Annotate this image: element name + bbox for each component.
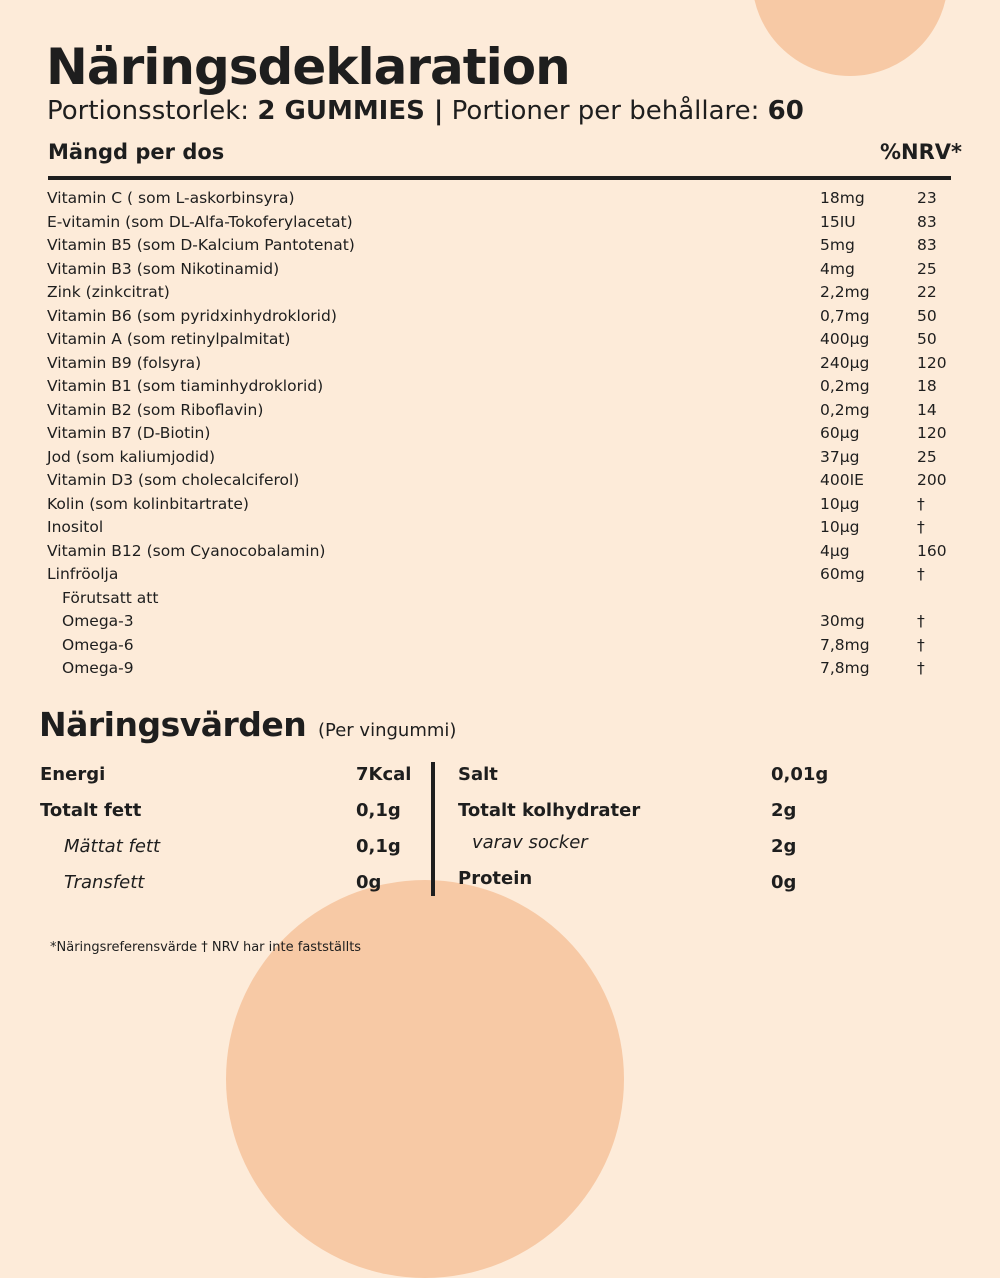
nutrient-amount: 0,2mg	[820, 400, 870, 419]
nutrient-name: Zink (zinkcitrat)	[47, 283, 170, 301]
nutrient-nrv: 25	[917, 259, 937, 278]
servings-per-container-label: Portioner per behållare:	[451, 96, 760, 126]
nutrient-table	[0, 189, 1000, 683]
nutrient-row	[0, 330, 1000, 354]
nutrient-amount: 5mg	[820, 236, 855, 254]
nutrient-amount: 4mg	[820, 259, 855, 278]
nutrient-nrv: †	[917, 494, 925, 513]
salt-value: 0,01g	[771, 764, 829, 785]
total-fat-label: Totalt fett	[40, 800, 142, 821]
nutrient-name: Förutsatt att	[62, 588, 159, 607]
decorative-circle-top	[752, 0, 948, 76]
nutrient-nrv: 23	[917, 189, 937, 207]
nutrient-name: Omega-6	[62, 635, 134, 654]
nutrient-row	[0, 565, 1000, 589]
nutrient-nrv: †	[917, 612, 925, 630]
footnote: *Näringsreferensvärde † NRV har inte fastställts	[50, 940, 362, 955]
nrv-header: %NRV*	[879, 140, 962, 164]
nutrient-amount: 0,2mg	[820, 377, 870, 395]
protein-label: Protein	[458, 868, 533, 889]
nutrient-nrv: 18	[917, 377, 937, 395]
nutrient-row	[0, 542, 1000, 566]
nutrient-row	[0, 307, 1000, 331]
nutrient-amount: 18mg	[820, 189, 865, 207]
trans-fat-value: 0g	[356, 872, 382, 893]
nutrient-amount: 15IU	[820, 212, 856, 231]
nutrient-name: Vitamin A (som retinylpalmitat)	[47, 330, 291, 348]
nutrient-row	[0, 260, 1000, 284]
nutrient-row	[0, 636, 1000, 660]
nutrient-name: Inositol	[47, 518, 104, 536]
nutrient-amount: 7,8mg	[820, 635, 870, 654]
nutrition-values-title: Näringsvärden	[39, 705, 307, 744]
serving-size-value: 2 GUMMIES |	[257, 96, 444, 126]
nutrient-nrv: 50	[917, 330, 937, 348]
nutrition-values-subtitle: (Per vingummi)	[318, 720, 457, 741]
protein-value: 0g	[771, 872, 797, 893]
values-row	[0, 762, 1000, 798]
serving-size-label: Portionsstorlek:	[47, 96, 250, 126]
nutrient-row	[0, 213, 1000, 237]
nutrient-amount: 0,7mg	[820, 306, 870, 325]
nutrient-name: Kolin (som kolinbitartrate)	[47, 494, 249, 513]
nutrient-nrv: 14	[917, 400, 937, 419]
nutrient-row	[0, 612, 1000, 636]
nutrient-row	[0, 236, 1000, 260]
nutrient-amount: 4µg	[820, 541, 850, 560]
nutrient-amount: 10µg	[820, 494, 860, 513]
nutrition-values-table	[0, 762, 1000, 906]
nutrient-name: Linfröolja	[47, 565, 119, 583]
values-row	[0, 798, 1000, 834]
nutrient-nrv: †	[917, 659, 925, 677]
nutrient-nrv: †	[917, 635, 925, 654]
nutrient-name: Vitamin B7 (D-Biotin)	[47, 424, 211, 442]
nutrient-amount: 400µg	[820, 330, 870, 348]
nutrient-row	[0, 589, 1000, 613]
nutrient-row	[0, 518, 1000, 542]
nutrient-name: Omega-9	[62, 659, 134, 677]
nutrient-row	[0, 471, 1000, 495]
nutrient-nrv: 160	[917, 541, 947, 560]
saturated-fat-value: 0,1g	[356, 836, 401, 857]
nutrient-amount: 7,8mg	[820, 659, 870, 677]
nutrient-nrv: †	[917, 565, 925, 583]
nutrient-amount: 37µg	[820, 447, 860, 466]
nutrient-name: Vitamin B12 (som Cyanocobalamin)	[47, 541, 326, 560]
nutrient-name: E-vitamin (som DL-Alfa-Tokoferylacetat)	[47, 212, 353, 231]
total-fat-value: 0,1g	[356, 800, 401, 821]
total-carbs-value: 2g	[771, 800, 797, 821]
nutrient-name: Vitamin D3 (som cholecalciferol)	[47, 471, 300, 489]
nutrient-row	[0, 189, 1000, 213]
nutrient-amount: 10µg	[820, 518, 860, 536]
sugar-label: varav socker	[472, 832, 588, 853]
page-title: Näringsdeklaration	[46, 38, 570, 96]
saturated-fat-label: Mättat fett	[64, 836, 161, 857]
sugar-value: 2g	[771, 836, 797, 857]
values-row	[0, 870, 1000, 906]
nutrient-amount: 60µg	[820, 424, 860, 442]
nutrient-name: Vitamin B2 (som Riboflavin)	[47, 400, 264, 419]
nutrient-nrv: †	[917, 518, 925, 536]
nutrient-amount: 240µg	[820, 353, 870, 372]
nutrient-row	[0, 377, 1000, 401]
nutrient-name: Vitamin B5 (som D-Kalcium Pantotenat)	[47, 236, 355, 254]
nutrient-row	[0, 354, 1000, 378]
nutrient-name: Vitamin B1 (som tiaminhydroklorid)	[47, 377, 324, 395]
nutrient-row	[0, 448, 1000, 472]
salt-label: Salt	[458, 764, 498, 785]
nutrient-row	[0, 495, 1000, 519]
serving-info	[47, 96, 804, 126]
nutrient-nrv: 120	[917, 424, 947, 442]
nutrient-row	[0, 283, 1000, 307]
nutrient-name: Omega-3	[62, 612, 134, 630]
nutrient-name: Vitamin C ( som L-askorbinsyra)	[47, 189, 295, 207]
nutrient-name: Jod (som kaliumjodid)	[47, 447, 216, 466]
energy-label: Energi	[40, 764, 106, 785]
nutrient-row	[0, 424, 1000, 448]
trans-fat-label: Transfett	[64, 872, 145, 893]
amount-per-dose-header: Mängd per dos	[48, 140, 225, 164]
nutrient-amount: 400IE	[820, 471, 864, 489]
nutrient-row	[0, 659, 1000, 683]
nutrient-name: Vitamin B3 (som Nikotinamid)	[47, 259, 280, 278]
nutrient-nrv: 83	[917, 236, 937, 254]
energy-value: 7Kcal	[356, 764, 412, 785]
values-row	[0, 834, 1000, 870]
nutrient-amount: 60mg	[820, 565, 865, 583]
nutrient-nrv: 50	[917, 306, 937, 325]
nutrient-nrv: 22	[917, 283, 937, 301]
header-divider	[48, 176, 951, 180]
nutrient-nrv: 120	[917, 353, 947, 372]
nutrient-amount: 30mg	[820, 612, 865, 630]
nutrient-nrv: 83	[917, 212, 937, 231]
nutrient-nrv: 200	[917, 471, 947, 489]
nutrient-amount: 2,2mg	[820, 283, 870, 301]
nutrient-name: Vitamin B6 (som pyridxinhydroklorid)	[47, 306, 337, 325]
nutrient-nrv: 25	[917, 447, 937, 466]
servings-per-container-value: 60	[767, 96, 804, 126]
nutrient-row	[0, 401, 1000, 425]
nutrient-name: Vitamin B9 (folsyra)	[47, 353, 202, 372]
total-carbs-label: Totalt kolhydrater	[458, 800, 641, 821]
